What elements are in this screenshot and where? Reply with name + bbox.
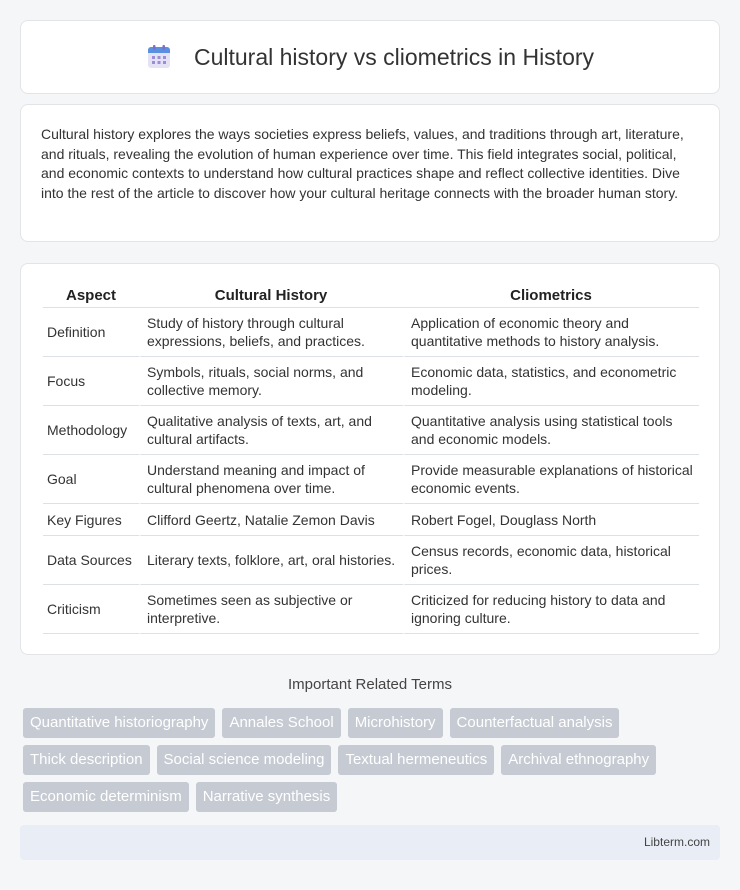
related-term-tag[interactable]: Economic determinism [23,782,189,812]
related-term-tag[interactable]: Quantitative historiography [23,708,215,738]
related-term-tag[interactable]: Social science modeling [157,745,332,775]
page-title: Cultural history vs cliometrics in History [193,43,595,70]
row-cultural: Study of history through cultural expressions, beliefs, and practices. [139,308,403,357]
table-header-row [43,284,699,308]
row-aspect: Criticism [43,585,139,634]
table-row [43,308,699,357]
footer [20,825,720,860]
row-cultural: Clifford Geertz, Natalie Zemon Davis [139,504,403,536]
related-term-tag[interactable]: Textual hermeneutics [338,745,494,775]
header-aspect: Aspect [43,284,139,308]
row-cliometrics: Criticized for reducing history to data and ignoring culture. [403,585,699,634]
comparison-table [43,284,699,634]
related-term-tag[interactable]: Archival ethnography [501,745,656,775]
row-cultural: Symbols, rituals, social norms, and collective memory. [139,357,403,406]
row-cliometrics: Census records, economic data, historical prices. [403,536,699,585]
row-aspect: Key Figures [43,504,139,536]
related-term-tag[interactable]: Microhistory [348,708,443,738]
related-terms-title: Important Related Terms [288,676,452,693]
row-aspect: Focus [43,357,139,406]
intro-card [20,104,720,242]
row-aspect: Methodology [43,406,139,455]
header-card [20,20,720,94]
table-row [43,536,699,585]
row-cliometrics: Provide measurable explanations of historical economic events. [403,455,699,504]
related-terms-list [23,708,713,812]
row-cultural: Sometimes seen as subjective or interpretive. [139,585,403,634]
header-cliometrics: Cliometrics [403,284,699,308]
table-row [43,504,699,536]
row-cultural: Qualitative analysis of texts, art, and cultural artifacts. [139,406,403,455]
row-aspect: Data Sources [43,536,139,585]
row-aspect: Definition [43,308,139,357]
header-cultural-history: Cultural History [139,284,403,308]
intro-text: Cultural history explores the ways societies express beliefs, values, and traditions through art, literature, and rituals, revealing the evolution of human experience over time. This field integrates social, political, and economic contexts to understand how cultural practices shape and reflect collective identities. Dive into the rest of the article to discover how your cultural heritage connects with the broader human story. [41,126,684,201]
calendar-icon [146,44,172,70]
row-cliometrics: Economic data, statistics, and econometric modeling. [403,357,699,406]
row-aspect: Goal [43,455,139,504]
table-row [43,455,699,504]
row-cultural: Literary texts, folklore, art, oral histories. [139,536,403,585]
footer-brand-link[interactable]: Libterm.com [643,835,710,849]
row-cliometrics: Robert Fogel, Douglass North [403,504,699,536]
table-row [43,406,699,455]
table-row [43,585,699,634]
table-row [43,357,699,406]
related-term-tag[interactable]: Counterfactual analysis [450,708,620,738]
row-cliometrics: Quantitative analysis using statistical tools and economic models. [403,406,699,455]
related-term-tag[interactable]: Thick description [23,745,150,775]
related-term-tag[interactable]: Narrative synthesis [196,782,338,812]
comparison-table-card [20,263,720,655]
related-term-tag[interactable]: Annales School [222,708,340,738]
row-cliometrics: Application of economic theory and quantitative methods to history analysis. [403,308,699,357]
row-cultural: Understand meaning and impact of cultural phenomena over time. [139,455,403,504]
